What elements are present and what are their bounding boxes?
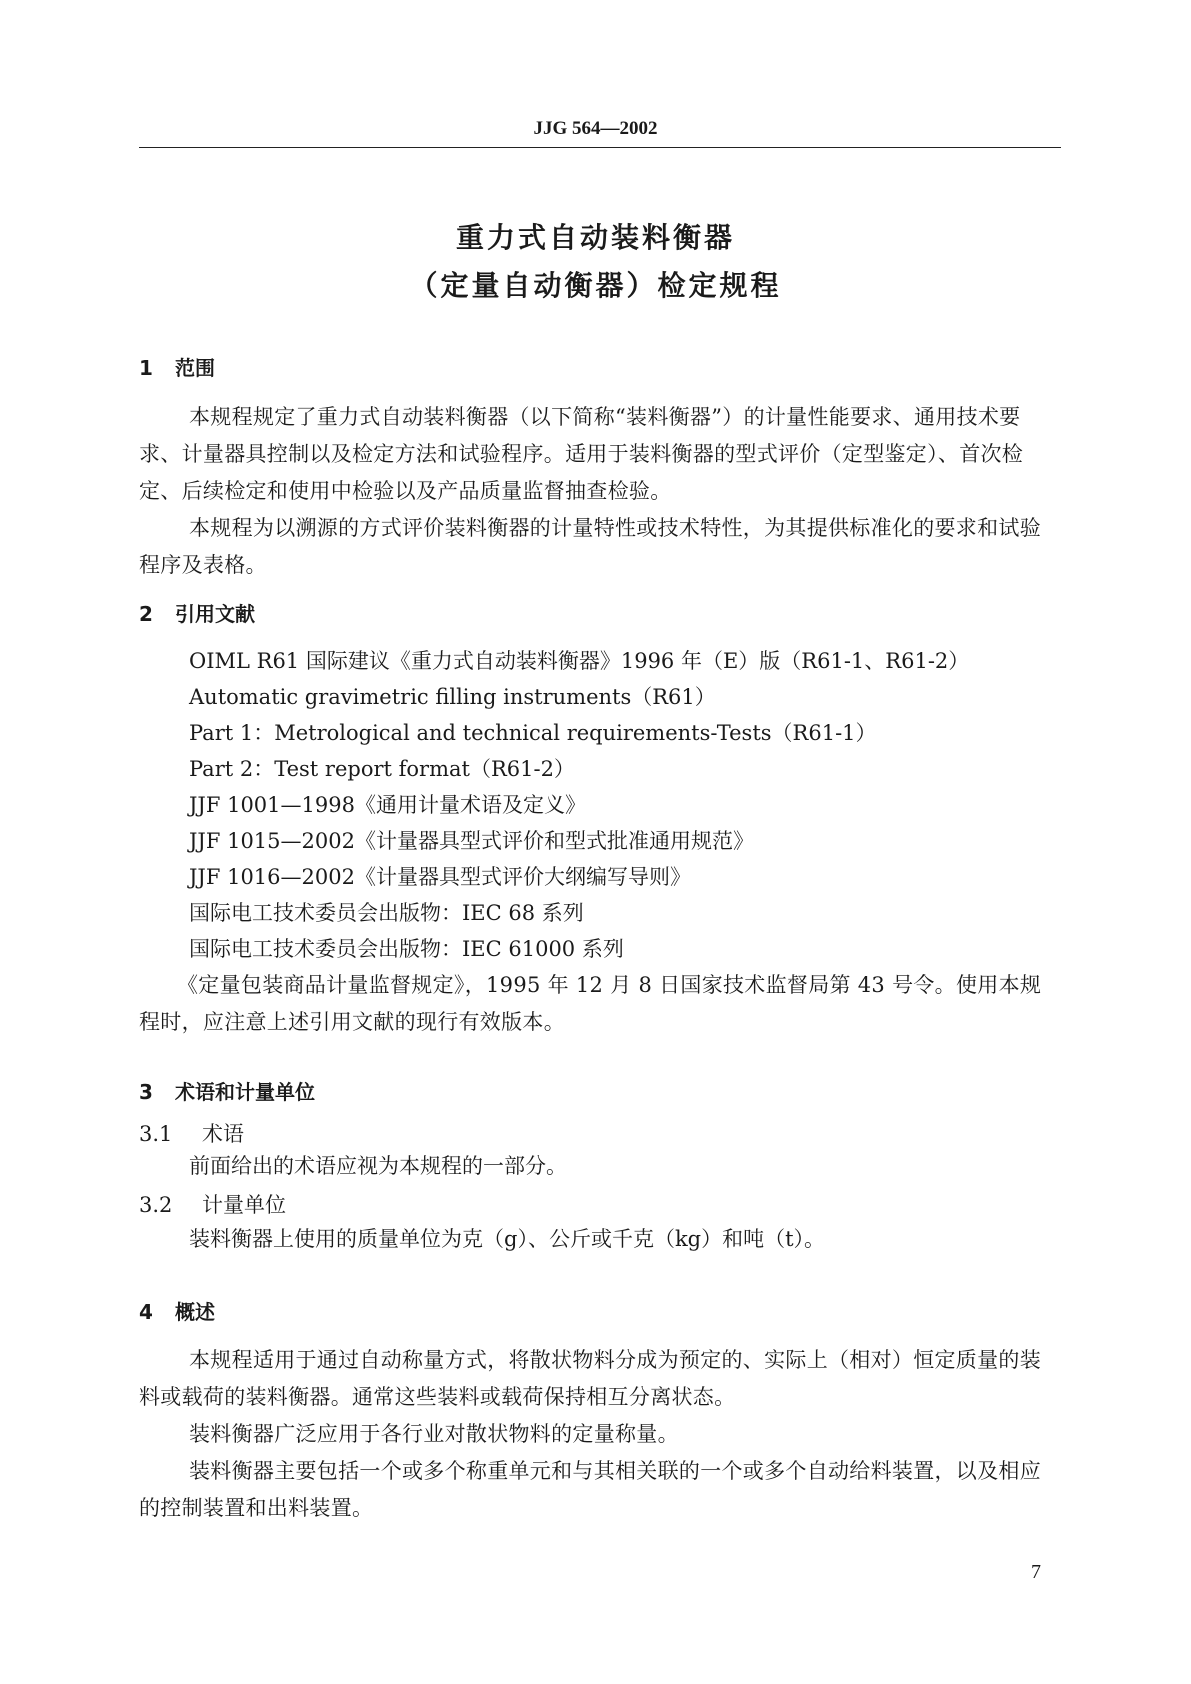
section-title: 范围 <box>175 356 215 380</box>
reference-item: JJF 1015—2002《计量器具型式评价和型式批准通用规范》 <box>189 829 754 853</box>
reference-item: Part 1：Metrological and technical requirements-Tests（R61-1） <box>189 721 877 745</box>
section-1-para-2: 本规程为以溯源的方式评价装料衡器的计量特性或技术特性，为其提供标准化的要求和试验程序及表格。 <box>139 516 1041 577</box>
section-3-heading <box>139 1076 315 1105</box>
section-title: 引用文献 <box>175 602 255 626</box>
section-4-para-2: 装料衡器广泛应用于各行业对散状物料的定量称量。 <box>189 1422 679 1446</box>
doc-title-line2: （定量自动衡器）检定规程 <box>409 269 782 302</box>
reference-item: 国际电工技术委员会出版物：IEC 61000 系列 <box>189 937 624 961</box>
section-1-para-1: 本规程规定了重力式自动装料衡器（以下简称“装料衡器”）的计量性能要求、通用技术要求、计量器具控制以及检定方法和试验程序。适用于装料衡器的型式评价（定型鉴定）、首次检定、后续检定和使用中检验以及产品质量监督抽查检验。 <box>139 405 1024 503</box>
reference-item: 国际电工技术委员会出版物：IEC 68 系列 <box>189 901 584 925</box>
section-4-para-3: 装料衡器主要包括一个或多个称重单元和与其相关联的一个或多个自动给料装置，以及相应的控制装置和出料装置。 <box>139 1459 1041 1520</box>
section-number: 1 <box>139 356 153 380</box>
reference-item: Automatic gravimetric filling instruments（R61） <box>189 685 716 709</box>
section-number: 2 <box>139 602 153 626</box>
subsection-3-2 <box>139 1189 286 1219</box>
reference-item: JJF 1016—2002《计量器具型式评价大纲编写导则》 <box>189 865 691 889</box>
section-number: 4 <box>139 1300 153 1324</box>
reference-item: Part 2：Test report format（R61-2） <box>189 757 575 781</box>
reference-item: JJF 1001—1998《通用计量术语及定义》 <box>189 793 586 817</box>
subsection-3-1-text: 前面给出的术语应视为本规程的一部分。 <box>189 1154 567 1178</box>
subsection-title: 术语 <box>202 1122 244 1146</box>
section-number: 3 <box>139 1080 153 1104</box>
section-title: 术语和计量单位 <box>175 1080 315 1104</box>
reference-item: OIML R61 国际建议《重力式自动装料衡器》1996 年（E）版（R61-1、R61-2） <box>189 649 970 673</box>
subsection-number: 3.2 <box>139 1193 173 1217</box>
section-4-heading <box>139 1296 215 1325</box>
references-note: 《定量包装商品计量监督规定》，1995 年 12 月 8 日国家技术监督局第 43 号令。使用本规程时，应注意上述引用文献的现行有效版本。 <box>139 973 1042 1034</box>
section-title: 概述 <box>175 1300 215 1324</box>
subsection-3-2-text: 装料衡器上使用的质量单位为克（g）、公斤或千克（kg）和吨（t）。 <box>189 1227 826 1251</box>
subsection-number: 3.1 <box>139 1122 173 1146</box>
header-rule <box>139 147 1061 148</box>
page-number: 7 <box>1031 1561 1041 1583</box>
standard-code: JJG 564—2002 <box>533 118 658 139</box>
subsection-3-1 <box>139 1118 244 1148</box>
section-4-para-1: 本规程适用于通过自动称量方式，将散状物料分成为预定的、实际上（相对）恒定质量的装料或载荷的装料衡器。通常这些装料或载荷保持相互分离状态。 <box>139 1348 1041 1409</box>
section-2-heading <box>139 598 255 627</box>
section-1-heading <box>139 352 215 381</box>
subsection-title: 计量单位 <box>202 1193 286 1217</box>
doc-title-line1: 重力式自动装料衡器 <box>455 221 735 254</box>
